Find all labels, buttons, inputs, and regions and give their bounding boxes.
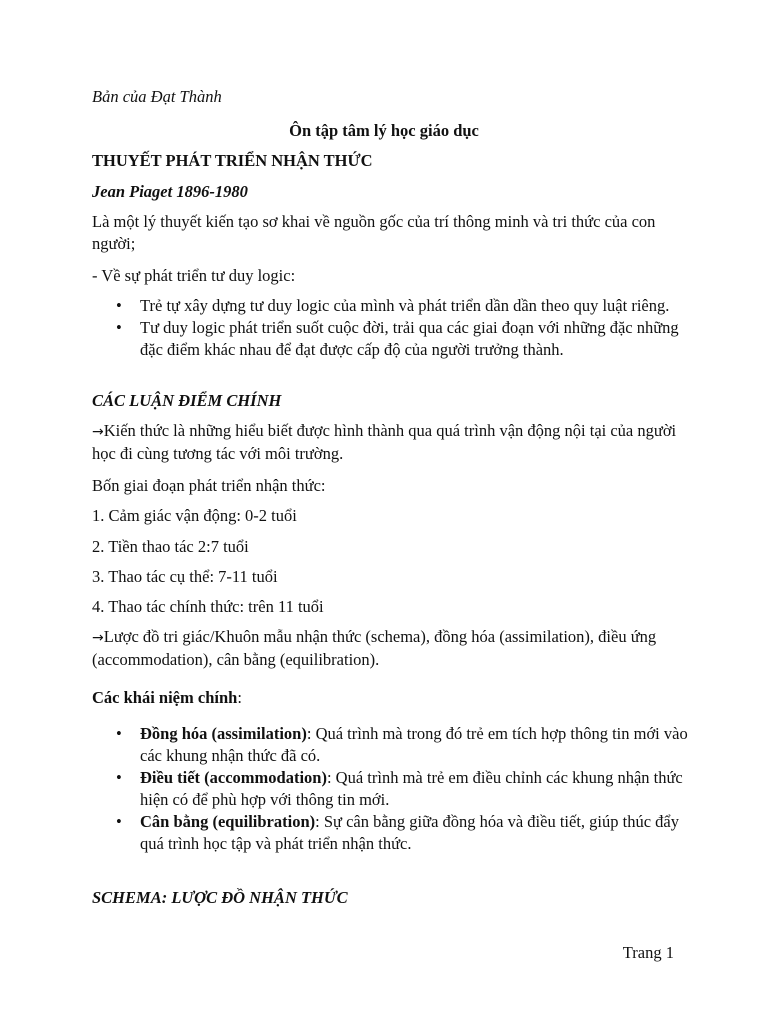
page-number: Trang 1 [622,943,674,962]
stages-intro: Bốn giai đoạn phát triển nhận thức: [92,476,326,495]
byline: Bản của Đạt Thành [92,87,222,106]
concepts-list [92,723,692,855]
list-item: • Cân bằng (equilibration): Sự cân bằng giữa đồng hóa và điều tiết, giúp thúc đẩy quá trình học tập và phát triển nhận thức. [116,812,679,853]
author-line: Jean Piaget 1896-1980 [92,182,248,201]
intro-paragraph: Là một lý thuyết kiến tạo sơ khai về nguồn gốc của trí thông minh và tri thức của con người; [92,212,656,253]
list-item: • Tư duy logic phát triển suốt cuộc đời, trải qua các giai đoạn với những đặc những đặc điểm khác nhau để đạt được cấp độ của người trưởng thành. [116,318,679,359]
stage-item: 1. Cảm giác vận động: 0-2 tuổi [92,506,297,525]
stage-item: 2. Tiền thao tác 2:7 tuổi [92,537,249,556]
arrow-icon: → [92,424,104,440]
bullet-icon: • [116,296,122,315]
stage-item: 3. Thao tác cụ thể: 7-11 tuổi [92,567,278,586]
logic-points-list [92,295,692,361]
bullet-icon: • [116,812,122,831]
claim-paragraph: →Kiến thức là những hiểu biết được hình thành qua quá trình vận động nội tại của người học đi cùng tương tác với môi trường. [92,421,677,463]
arrow-icon: → [92,630,104,646]
stage-item: 4. Thao tác chính thức: trên 11 tuổi [92,597,324,616]
concepts-label: Các khái niệm chính: [92,688,242,707]
list-item: • Đồng hóa (assimilation): Quá trình mà trong đó trẻ em tích hợp thông tin mới vào các khung nhận thức đã có. [116,724,688,765]
bullet-icon: • [116,318,122,337]
bullet-icon: • [116,724,122,743]
schema-paragraph: →Lược đồ tri giác/Khuôn mẫu nhận thức (schema), đồng hóa (assimilation), điều ứng (accommodation), cân bằng (equilibration). [92,627,657,669]
section-heading-theory: THUYẾT PHÁT TRIỂN NHẬN THỨC [92,151,373,170]
list-item: • Điều tiết (accommodation): Quá trình mà trẻ em điều chỉnh các khung nhận thức hiện có để phù hợp với thông tin mới. [116,768,683,809]
section-heading-main-points: CÁC LUẬN ĐIỂM CHÍNH [92,391,282,410]
document-title: Ôn tập tâm lý học giáo dục [289,121,479,140]
section-heading-schema: SCHEMA: LƯỢC ĐỒ NHẬN THỨC [92,888,348,907]
bullet-icon: • [116,768,122,787]
list-item: • Trẻ tự xây dựng tư duy logic của mình và phát triển dần dần theo quy luật riêng. [116,296,670,315]
logic-subheading: - Về sự phát triển tư duy logic: [92,266,296,285]
